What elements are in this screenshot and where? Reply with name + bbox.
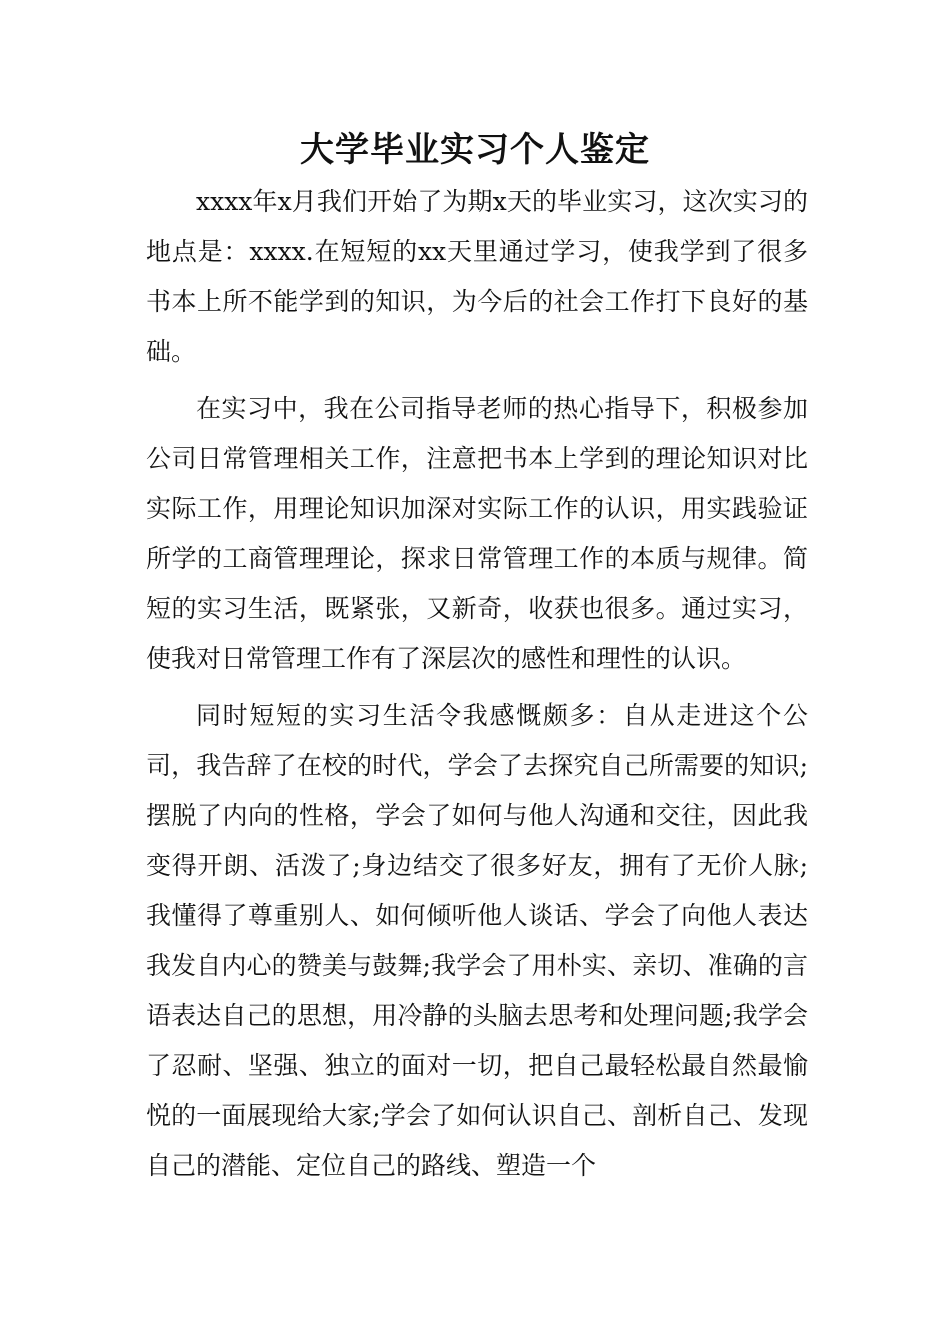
paragraph-3: 同时短短的实习生活令我感慨颇多：自从走进这个公司，我告辞了在校的时代，学会了去探究自己所需要的知识;摆脱了内向的性格，学会了如何与他人沟通和交往，因此我变得开朗、活泼了;身边结交了很多好友，拥有了无价人脉;我懂得了尊重别人、如何倾听他人谈话、学会了向他人表达我发自内心的赞美与鼓舞;我学会了用朴实、亲切、准确的言语表达自己的思想，用冷静的头脑去思考和处理问题;我学会了忍耐、坚强、独立的面对一切，把自己最轻松最自然最愉悦的一面展现给大家;学会了如何认识自己、剖析自己、发现自己的潜能、定位自己的路线、塑造一个 <box>146 701 808 1180</box>
paragraph-1: xxxx年x月我们开始了为期x天的毕业实习，这次实习的地点是：xxxx.在短短的xx天里通过学习，使我学到了很多书本上所不能学到的知识，为今后的社会工作打下良好的基础。 <box>146 187 808 366</box>
paragraph-2: 在实习中，我在公司指导老师的热心指导下，积极参加公司日常管理相关工作，注意把书本上学到的理论知识对比实际工作，用理论知识加深对实际工作的认识，用实践验证所学的工商管理理论，探求日常管理工作的本质与规律。简短的实习生活，既紧张，又新奇，收获也很多。通过实习，使我对日常管理工作有了深层次的感性和理性的认识。 <box>146 394 808 673</box>
document-title: 大学毕业实习个人鉴定 <box>300 130 650 170</box>
document-body <box>146 177 808 1198</box>
